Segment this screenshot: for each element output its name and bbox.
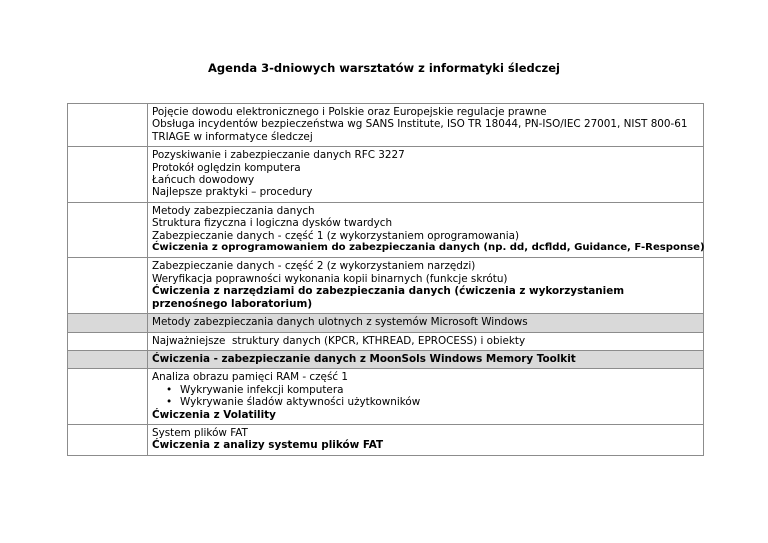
agenda-line: System plików FAT [152, 426, 248, 439]
agenda-row-left-cell [68, 314, 148, 332]
agenda-line: Łańcuch dowodowy [152, 174, 255, 187]
agenda-row-content [148, 314, 704, 332]
agenda-line: Struktura fizyczna i logiczna dysków twardych [152, 217, 393, 230]
agenda-row-content [148, 104, 704, 147]
agenda-row-left-cell [68, 424, 148, 455]
exercise-line: Ćwiczenia z Volatility [152, 408, 276, 421]
agenda-row-shaded [68, 314, 704, 332]
agenda-row-left-cell [68, 369, 148, 425]
agenda-line: Najlepsze praktyki – procedury [152, 186, 313, 199]
agenda-row [68, 147, 704, 203]
agenda-row [68, 202, 704, 258]
agenda-row [68, 258, 704, 314]
agenda-row-content [148, 424, 704, 455]
bullet-item: • Wykrywanie śladów aktywności użytkowników [180, 396, 699, 408]
agenda-row [68, 369, 704, 425]
agenda-table [67, 103, 704, 456]
agenda-row [68, 332, 704, 350]
agenda-line: Analiza obrazu pamięci RAM - część 1 [152, 371, 348, 384]
document-title: Agenda 3-dniowych warsztatów z informatyki śledczej [208, 61, 560, 75]
agenda-row-left-cell [68, 350, 148, 368]
agenda-line: TRIAGE w informatyce śledczej [152, 130, 313, 143]
agenda-line: Najważniejsze struktury danych (KPCR, KTHREAD, EPROCESS) i obiekty [152, 334, 526, 347]
agenda-row-content [148, 202, 704, 258]
agenda-row-left-cell [68, 104, 148, 147]
agenda-line: Zabezpieczanie danych - część 1 (z wykorzystaniem oprogramowania) [152, 229, 520, 242]
agenda-row-left-cell [68, 147, 148, 203]
agenda-row [68, 104, 704, 147]
agenda-row-content [148, 350, 704, 368]
agenda-row-shaded [68, 350, 704, 368]
agenda-row-content [148, 258, 704, 314]
exercise-line: Ćwiczenia z narzędziami do zabezpieczania danych (ćwiczenia z wykorzystaniem przenośnego laboratorium) [152, 285, 625, 310]
agenda-row-content [148, 147, 704, 203]
exercise-line: Ćwiczenia z oprogramowaniem do zabezpieczania danych (np. dd, dcfldd, Guidance, F-Response) [152, 242, 705, 254]
agenda-line: Protokół oględzin komputera [152, 161, 301, 174]
agenda-row-left-cell [68, 202, 148, 258]
agenda-row-content [148, 369, 704, 425]
agenda-row-left-cell [68, 258, 148, 314]
agenda-row [68, 424, 704, 455]
agenda-line: Zabezpieczanie danych - część 2 (z wykorzystaniem narzędzi) [152, 260, 476, 273]
bullet-list [152, 384, 699, 409]
bullet-item: • Wykrywanie infekcji komputera [180, 384, 699, 396]
agenda-line: Metody zabezpieczania danych [152, 204, 315, 217]
agenda-line: Pozyskiwanie i zabezpieczanie danych RFC 3227 [152, 149, 405, 162]
exercise-line: Ćwiczenia - zabezpieczanie danych z MoonSols Windows Memory Toolkit [152, 352, 576, 365]
agenda-line: Pojęcie dowodu elektronicznego i Polskie oraz Europejskie regulacje prawne [152, 106, 547, 118]
exercise-line: Ćwiczenia z analizy systemu plików FAT [152, 439, 384, 452]
agenda-line: Obsługa incydentów bezpieczeństwa wg SANS Institute, ISO TR 18044, PN-ISO/IEC 27001, NIST 800-61 [152, 118, 688, 131]
agenda-row-left-cell [68, 332, 148, 350]
agenda-line: Metody zabezpieczania danych ulotnych z systemów Microsoft Windows [152, 316, 528, 329]
agenda-row-content [148, 332, 704, 350]
agenda-line: Weryfikacja poprawności wykonania kopii binarnych (funkcje skrótu) [152, 272, 508, 285]
